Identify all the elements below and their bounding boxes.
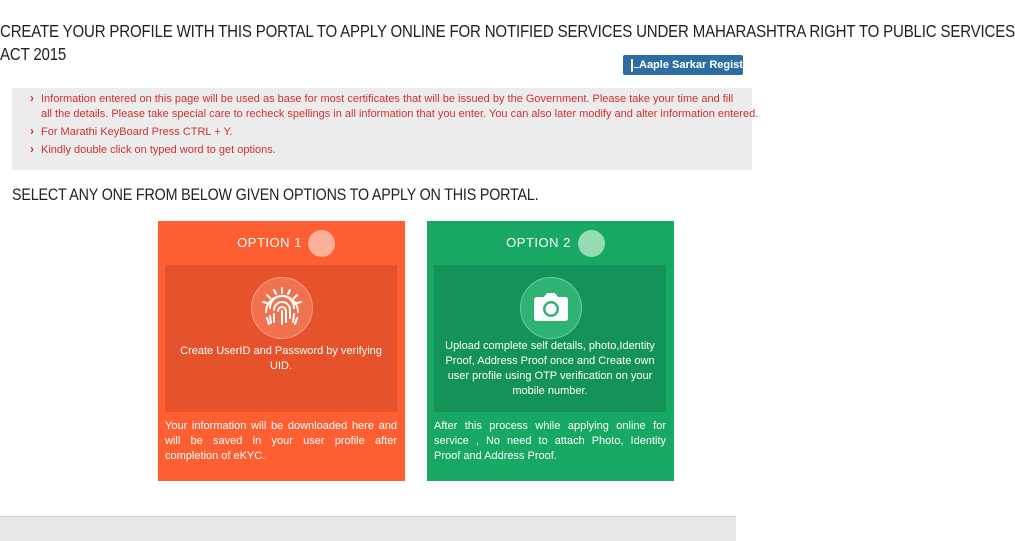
info-box — [12, 88, 759, 170]
registration-guide-label: Aaple Sarkar Registration Guide — [639, 59, 808, 71]
select-options-heading: SELECT ANY ONE FROM BELOW GIVEN OPTIONS TO APPLY ON THIS PORTAL. — [12, 185, 539, 204]
info-text-1a: Information entered on this page will be used as base for most certificates that will be issued by the Government. Please take your time and fill — [41, 93, 734, 105]
option-1-title: OPTION 1 — [237, 235, 302, 250]
footer-bar — [0, 516, 736, 541]
option-1-radio[interactable] — [308, 230, 335, 257]
info-item — [30, 143, 752, 158]
option-2-description: Upload complete self details, photo,Identity Proof, Address Proof once and Create own user profile using OTP verification on your mobile number. — [445, 340, 655, 397]
option-2-footer: After this process while applying online for service , No need to attach Photo, Identity Proof and Address Proof. — [434, 420, 666, 462]
option-1-description: Create UserID and Password by verifying UID. — [180, 345, 382, 372]
info-text-3: Kindly double click on typed word to get options. — [41, 144, 276, 156]
option-1-card[interactable] — [158, 221, 405, 481]
info-item — [30, 92, 759, 122]
info-text-2: For Marathi KeyBoard Press CTRL + Y. — [41, 126, 233, 138]
camera-icon — [520, 277, 582, 339]
pdf-icon — [631, 59, 633, 72]
option-1-footer: Your information will be downloaded here and will be saved in your user profile after completion of eKYC. — [165, 420, 397, 462]
registration-guide-button[interactable] — [623, 55, 808, 75]
fingerprint-icon — [251, 277, 313, 339]
page-title-line1: CREATE YOUR PROFILE WITH THIS PORTAL TO APPLY ONLINE FOR NOTIFIED SERVICES UNDER MAHARASHTRA RIGHT TO PUBLIC SERVICES — [0, 21, 1015, 41]
info-item — [30, 125, 752, 140]
option-2-title: OPTION 2 — [506, 235, 571, 250]
option-2-panel[interactable] — [434, 265, 666, 412]
option-2-radio[interactable] — [578, 230, 605, 257]
page-title-line2: ACT 2015 — [0, 44, 67, 64]
option-2-card[interactable] — [427, 221, 674, 481]
option-1-panel[interactable] — [165, 265, 397, 412]
info-text-1b: all the details. Please take special care to recheck spellings in all information that you enter. You can also later modify and alter information entered. — [41, 108, 759, 120]
